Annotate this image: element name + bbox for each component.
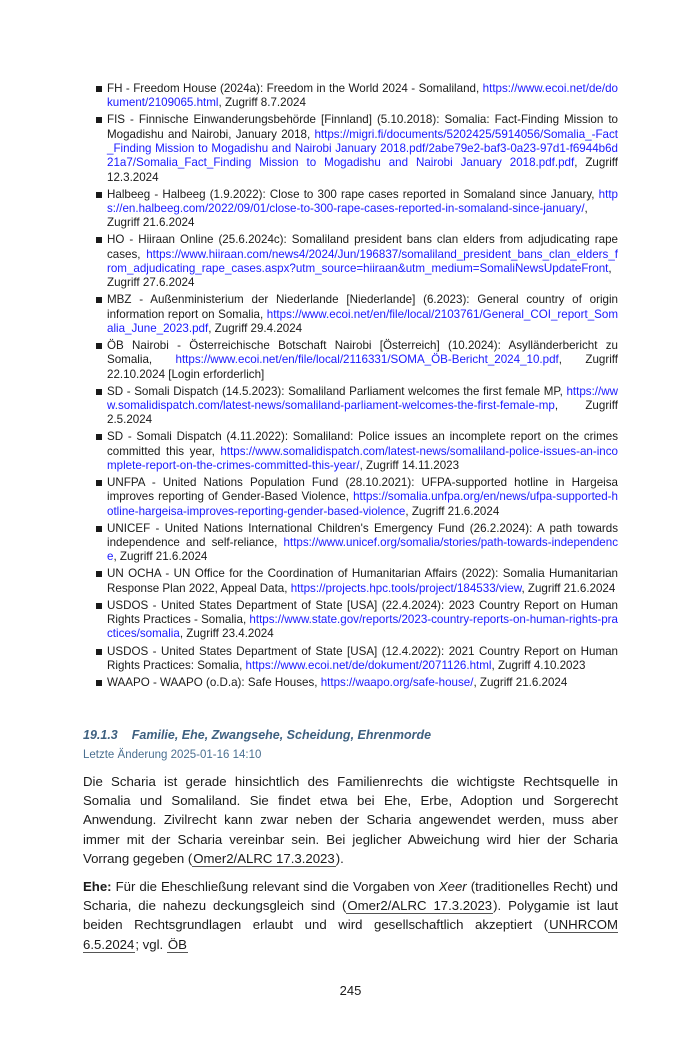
reference-text: FIS - Finnische Einwanderungsbehörde [Finnland] (5.10.2018): Somalia: Fact-Finding Mission to Mogadishu and Nairobi, January 2018,	[107, 113, 618, 141]
reference-link[interactable]: https://www.ecoi.net/de/dokument/2109065.html	[107, 82, 618, 110]
bullet-icon	[96, 117, 102, 123]
bullet-icon	[96, 571, 102, 577]
paragraph	[83, 772, 618, 868]
reference-link[interactable]: https://www.unicef.org/somalia/stories/path-towards-independence	[107, 536, 618, 564]
reference-text: ÖB Nairobi - Österreichische Botschaft Nairobi [Österreich] (10.2024): Asylländerbericht zu Somalia,	[107, 339, 618, 367]
reference-link[interactable]: https://www.somalidispatch.com/latest-news/somaliland-police-issues-an-incomplete-report-on-the-crimes-committed-this-year/	[107, 444, 618, 472]
reference-link[interactable]: https://migri.fi/documents/5202425/5914056/Somalia_-Fact_Finding Mission to Mogadishu and Nairobi January 2018.pdf/2abe79e2-baf3-0a23-97d1-f6944b6d21a7/Somalia_Fact_Finding Mission to Mogadishu and Nairobi January 2018.pdf.pdf	[107, 127, 618, 170]
access-date: , Zugriff 21.6.2024	[473, 675, 568, 689]
section-heading	[83, 727, 618, 743]
reference-link[interactable]: https://somalia.unfpa.org/en/news/ufpa-supported-hotline-hargeisa-improves-reporting-gender-based-violence	[107, 490, 618, 518]
body-text	[83, 772, 618, 963]
access-date: , Zugriff 2.5.2024	[107, 399, 618, 427]
reference-text: SD - Somali Dispatch (4.11.2022): Somaliland: Police issues an incomplete report on the crimes committed this year,	[107, 430, 618, 458]
reference-text: UNFPA - United Nations Population Fund (28.10.2021): UFPA-supported hotline in Hargeisa improves reporting of Gender-Based Violence,	[107, 476, 618, 504]
access-date: , Zugriff 21.6.2024	[521, 581, 616, 595]
bullet-icon	[96, 343, 102, 349]
bullet-icon	[96, 434, 102, 440]
reference-link[interactable]: https://projects.hpc.tools/project/184533/view	[290, 581, 522, 595]
bullet-icon	[96, 526, 102, 532]
reference-text: USDOS - United States Department of State [USA] (12.4.2022): 2021 Country Report on Human Rights Practices: Somalia,	[107, 644, 618, 672]
reference-text: USDOS - United States Department of State [USA] (22.4.2024): 2023 Country Report on Human Rights Practices - Somalia,	[107, 598, 618, 627]
reference-item	[96, 293, 618, 336]
section-number: 19.1.3	[83, 728, 118, 743]
reference-text: Halbeeg - Halbeeg (1.9.2022): Close to 300 rape cases reported in Somaland since January,	[107, 187, 599, 201]
access-date: , Zugriff 8.7.2024	[218, 96, 306, 110]
reference-item	[96, 599, 618, 642]
reference-text: UN OCHA - UN Office for the Coordination of Humanitarian Affairs (2022): Somalia Humanitarian Response Plan 2022, Appeal Data,	[107, 567, 618, 595]
reference-item	[96, 188, 618, 231]
bullet-icon	[96, 649, 102, 655]
reference-text: UNICEF - United Nations International Children's Emergency Fund (26.2.2024): A path towards independence and self-reliance,	[107, 521, 618, 550]
bullet-icon	[96, 480, 102, 486]
access-date: , Zugriff 21.6.2024	[113, 550, 208, 564]
page-number: 245	[339, 982, 362, 998]
reference-link[interactable]: https://www.ecoi.net/en/file/local/2103761/General_COI_report_Somalia_June_2023.pdf	[107, 307, 618, 335]
reference-text: MBZ - Außenministerium der Niederlande [Niederlande] (6.2023): General country of origin information report on Somalia,	[107, 293, 618, 321]
reference-item	[96, 385, 618, 428]
text: Für die Eheschließung relevant sind die Vorgaben von	[111, 879, 439, 895]
reference-text: FH - Freedom House (2024a): Freedom in the World 2024 - Somaliland,	[107, 82, 483, 95]
reference-link[interactable]: https://www.ecoi.net/en/file/local/2116331/SOMA_ÖB-Bericht_2024_10.pdf	[175, 353, 559, 367]
bullet-icon	[96, 237, 102, 243]
reference-link[interactable]: https://en.halbeeg.com/2022/09/01/close-to-300-rape-cases-reported-in-somaland-since-january/	[107, 187, 618, 215]
access-date: , Zugriff 27.6.2024	[107, 261, 612, 290]
text: (traditionelles Recht) und Scharia, die nahezu deckungsgleich sind (	[83, 879, 619, 914]
access-date: , Zugriff 22.10.2024 [Login erforderlich]	[107, 353, 619, 381]
reference-link[interactable]: https://www.hiiraan.com/news4/2024/Jun/196837/somaliland_president_bans_clan_elders_from_adjudicating_rape_cases.aspx?utm_source=hiiraan&utm_medium=SomaliNewsUpdateFront	[107, 247, 618, 275]
bullet-icon	[96, 297, 102, 303]
access-date: , Zugriff 12.3.2024	[107, 156, 618, 184]
reference-list	[96, 82, 618, 693]
reference-item	[96, 567, 618, 596]
citation-link[interactable]: Omer2/ALRC 17.3.2023	[193, 850, 335, 866]
citation-link[interactable]: UNHRCOM 6.5.2024	[83, 917, 618, 952]
reference-item	[96, 82, 618, 111]
citation-link[interactable]: Omer2/ALRC 17.3.2023	[347, 898, 493, 914]
reference-item	[96, 645, 618, 674]
reference-text: HO - Hiiraan Online (25.6.2024c): Somaliland president bans clan elders from adjudicating rape cases,	[107, 233, 618, 261]
reference-item	[96, 476, 618, 519]
bullet-icon	[96, 86, 102, 92]
text: Die Scharia ist gerade hinsichtlich des Familienrechts die wichtigste Rechtsquelle in Somalia und Somaliland. Sie findet etwa bei Ehe, Erbe, Adoption und Sorgerecht Anwendung. Zivilrecht kann zwar neben der Scharia angewendet werden, muss aber immer mit der Scharia vereinbar sein. Bei jeglicher Abweichung wird hier der Scharia Vorrang gegeben (	[83, 774, 618, 866]
reference-link[interactable]: https://www.ecoi.net/de/dokument/2071126.html	[245, 658, 492, 672]
access-date: , Zugriff 21.6.2024	[405, 504, 500, 518]
term: Xeer	[438, 879, 467, 895]
reference-text: WAAPO - WAAPO (o.D.a): Safe Houses,	[107, 675, 321, 689]
text: ; vgl.	[135, 936, 167, 952]
access-date: , Zugriff 4.10.2023	[491, 658, 586, 672]
section-title: Familie, Ehe, Zwangsehe, Scheidung, Ehrenmorde	[131, 728, 432, 743]
last-changed: Letzte Änderung 2025-01-16 14:10	[83, 749, 262, 762]
reference-item	[96, 676, 618, 690]
reference-link[interactable]: https://www.state.gov/reports/2023-country-reports-on-human-rights-practices/somalia	[107, 613, 618, 641]
bullet-icon	[96, 192, 102, 198]
text: ). Polygamie ist laut beiden Rechtsgrundlagen erlaubt und wird gesellschaftlich akzeptiert (	[83, 898, 618, 933]
access-date: , Zugriff 14.11.2023	[359, 459, 460, 472]
reference-item	[96, 430, 618, 473]
bullet-icon	[96, 603, 102, 609]
reference-item	[96, 233, 618, 290]
citation-link[interactable]: ÖB	[167, 936, 187, 952]
reference-link[interactable]: https://www.somalidispatch.com/latest-news/somaliland-parliament-welcomes-the-first-female-mp	[107, 384, 618, 413]
reference-link[interactable]: https://waapo.org/safe-house/	[320, 675, 474, 689]
bullet-icon	[96, 680, 102, 686]
bullet-icon	[96, 389, 102, 395]
access-date: , Zugriff 21.6.2024	[107, 201, 588, 230]
reference-item	[96, 113, 618, 184]
label-ehe: Ehe:	[83, 879, 112, 895]
reference-item	[96, 522, 618, 565]
access-date: , Zugriff 23.4.2024	[179, 627, 274, 641]
text: ).	[335, 850, 344, 866]
paragraph	[83, 877, 618, 954]
access-date: , Zugriff 29.4.2024	[208, 321, 303, 335]
reference-item	[96, 339, 618, 382]
reference-text: SD - Somali Dispatch (14.5.2023): Somaliland Parliament welcomes the first female MP,	[107, 384, 567, 398]
